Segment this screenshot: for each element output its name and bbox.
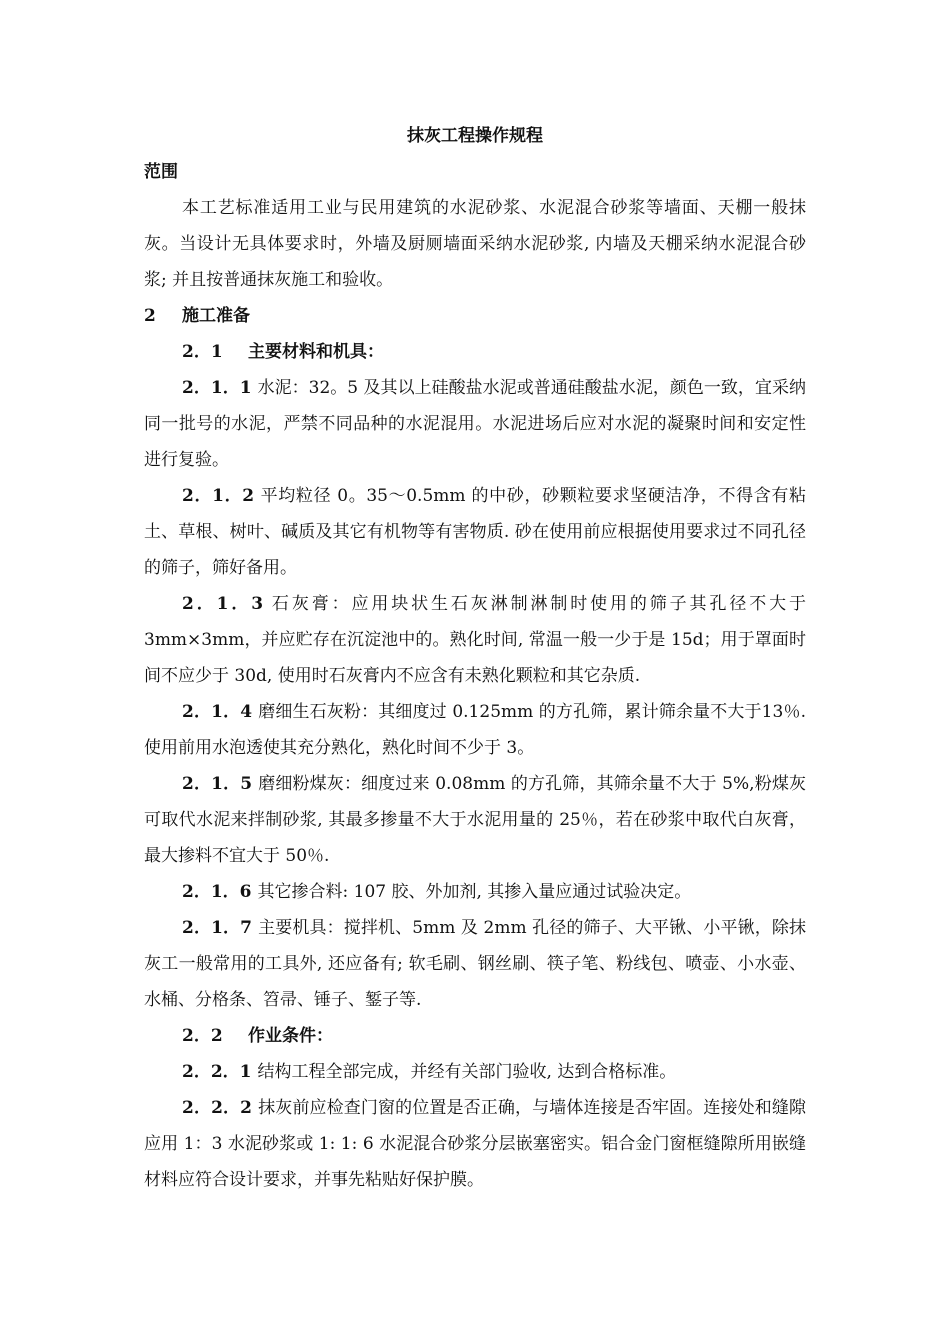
subsection-2-2-heading <box>144 1018 806 1054</box>
clause-text: 其它掺合料: 107 胶、外加剂, 其掺入量应通过试验决定。 <box>257 882 692 902</box>
clause-2-1-1 <box>144 370 806 478</box>
clause-number: 2．1．2 <box>182 486 255 506</box>
clause-2-1-6 <box>144 874 806 910</box>
clause-2-1-3 <box>144 586 806 694</box>
clause-number: 2．1．5 <box>182 774 253 794</box>
clause-text: 结构工程全部完成，并经有关部门验收, 达到合格标准。 <box>257 1062 677 1082</box>
clause-number: 2．2．2 <box>182 1098 252 1118</box>
clause-2-1-4 <box>144 694 806 766</box>
clause-2-2-1 <box>144 1054 806 1090</box>
clause-number: 2．2．1 <box>182 1062 252 1082</box>
clause-number: 2．1．1 <box>182 378 252 398</box>
subsection-title: 主要材料和机具： <box>248 342 384 362</box>
subsection-number: 2．2 <box>182 1026 223 1046</box>
clause-2-1-2 <box>144 478 806 586</box>
clause-2-1-5 <box>144 766 806 874</box>
clause-text: 磨细粉煤灰：细度过来 0.08mm 的方孔筛，其筛余量不大于 5%,粉煤灰可取代水泥来拌制砂浆, 其最多掺量不大于水泥用量的 25％，若在砂浆中取代白灰膏，最大掺料不宜大于 50％. <box>144 774 806 866</box>
clause-2-2-2 <box>144 1090 806 1198</box>
section-number: 2 <box>144 306 156 326</box>
clause-text: 石灰膏：应用块状生石灰淋制淋制时使用的筛子其孔径不大于3mm×3mm，并应贮存在沉淀池中的。熟化时间, 常温一般一少于是 15d；用于罩面时间不应少于 30d, 使用时石灰膏内不应含有未熟化颗粒和其它杂质. <box>144 594 806 686</box>
subsection-title: 作业条件： <box>248 1026 333 1046</box>
clause-text: 平均粒径 0。35～0.5mm 的中砂，砂颗粒要求坚硬洁净，不得含有粘土、草根、树叶、碱质及其它有机物等有害物质. 砂在使用前应根据使用要求过不同孔径的筛子，筛好备用。 <box>144 486 806 578</box>
document-page <box>144 118 806 1198</box>
clause-number: 2．1．7 <box>182 918 252 938</box>
clause-text: 水泥：32。5 及其以上硅酸盐水泥或普通硅酸盐水泥，颜色一致，宜采纳同一批号的水泥，严禁不同品种的水泥混用。水泥进场后应对水泥的凝聚时间和安定性进行复验。 <box>144 378 806 470</box>
clause-number: 2．1．6 <box>182 882 252 902</box>
clause-number: 2．1．3 <box>182 594 264 614</box>
scope-heading: 范围 <box>144 162 178 182</box>
scope-paragraph: 本工艺标准适用工业与民用建筑的水泥砂浆、水泥混合砂浆等墙面、天棚一般抹灰。当设计无具体要求时，外墙及厨厕墙面采纳水泥砂浆, 内墙及天棚采纳水泥混合砂浆; 并且按普通抹灰施工和验收。 <box>144 198 806 290</box>
clause-text: 抹灰前应检查门窗的位置是否正确，与墙体连接是否牢固。连接处和缝隙应用 1：3 水泥砂浆或 1: 1: 6 水泥混合砂浆分层嵌塞密实。铝合金门窗框缝隙所用嵌缝材料应符合设计要求，并事先粘贴好保护膜。 <box>144 1098 806 1190</box>
subsection-2-1-heading <box>144 334 806 370</box>
clause-number: 2．1．4 <box>182 702 253 722</box>
clause-text: 磨细生石灰粉：其细度过 0.125mm 的方孔筛，累计筛余量不大于13％. 使用前用水泡透使其充分熟化，熟化时间不少于 3。 <box>144 702 806 758</box>
section-title: 施工准备 <box>182 306 250 326</box>
section-2-heading <box>144 298 806 334</box>
clause-2-1-7 <box>144 910 806 1018</box>
document-title: 抹灰工程操作规程 <box>407 126 543 146</box>
clause-text: 主要机具：搅拌机、5mm 及 2mm 孔径的筛子、大平锹、小平锹，除抹灰工一般常用的工具外, 还应备有; 软毛刷、钢丝刷、筷子笔、粉线包、喷壶、小水壶、水桶、分格条、笤帚、锤子、錾子等. <box>144 918 806 1010</box>
subsection-number: 2．1 <box>182 342 223 362</box>
